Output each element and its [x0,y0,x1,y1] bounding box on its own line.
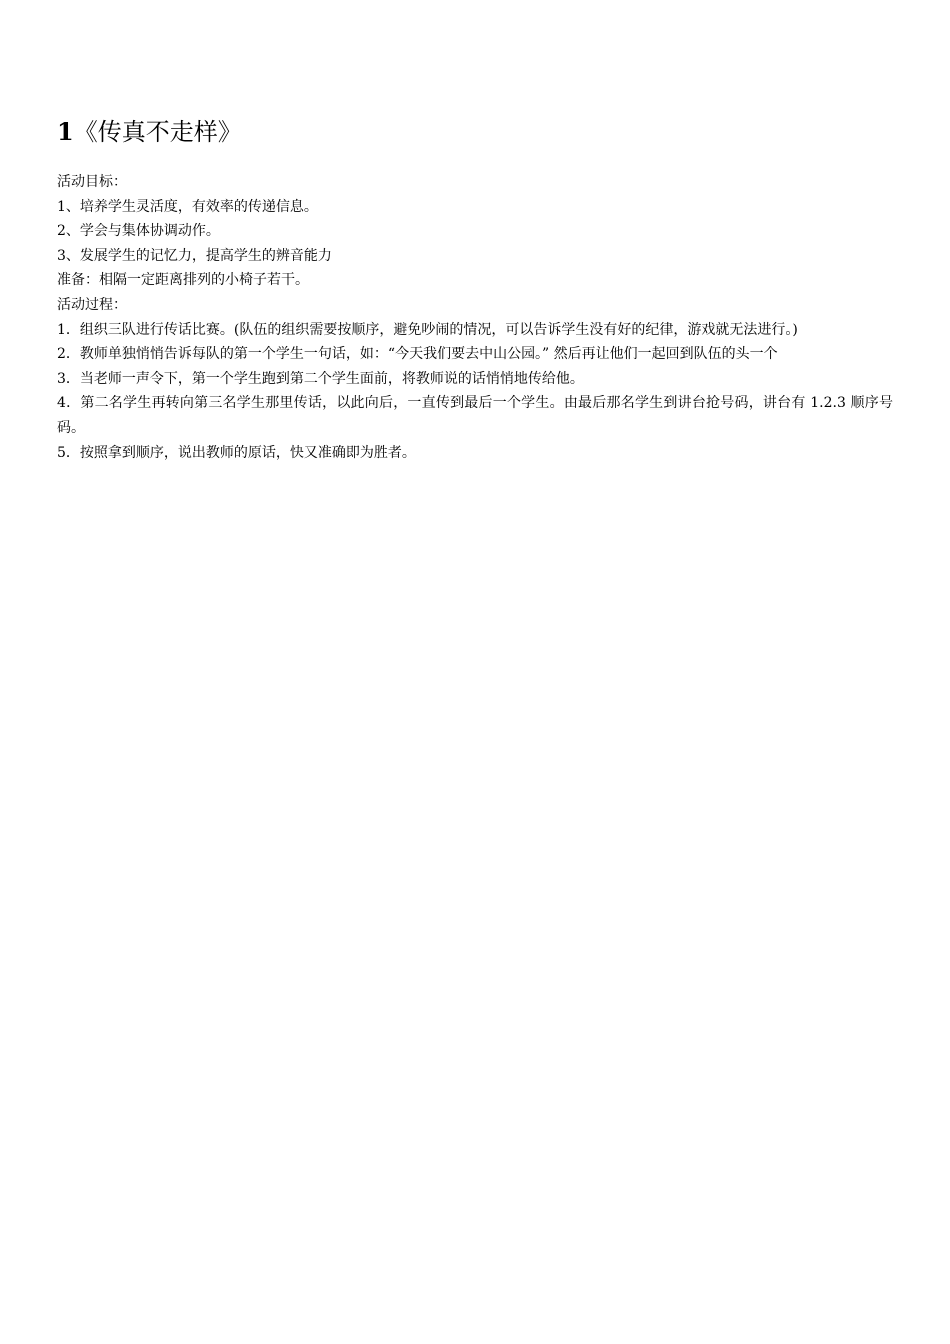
goal-item: 1、培养学生灵活度，有效率的传递信息。 [57,198,318,215]
title-number: 1 [57,117,74,146]
process-step: 1．组织三队进行传话比赛。(队伍的组织需要按顺序，避免吵闹的情况，可以告诉学生没有好的纪律，游戏就无法进行。) [57,321,798,338]
process-step: 5．按照拿到顺序，说出教师的原话，快又准确即为胜者。 [57,444,416,461]
goal-item: 2、学会与集体协调动作。 [57,223,220,240]
title-text: 《传真不走样》 [73,118,242,146]
document-page [57,112,893,465]
goal-item: 3、发展学生的记忆力，提高学生的辨音能力 [57,247,332,264]
section-heading-goals: 活动目标： [57,174,127,190]
process-step: 3．当老师一声令下，第一个学生跑到第二个学生面前，将教师说的话悄悄地传给他。 [57,370,584,387]
section-heading-process: 活动过程： [57,296,127,313]
document-title [57,112,893,152]
process-step: 4．第二名学生再转向第三名学生那里传话，以此向后，一直传到最后一个学生。由最后那名学生到讲台抢号码，讲台有 1.2.3 顺序号码。 [57,395,893,436]
process-step: 2．教师单独悄悄告诉每队的第一个学生一句话，如：“今天我们要去中山公园。” 然后再让他们一起回到队伍的头一个 [57,346,778,363]
preparation-text: 准备：相隔一定距离排列的小椅子若干。 [57,272,309,289]
